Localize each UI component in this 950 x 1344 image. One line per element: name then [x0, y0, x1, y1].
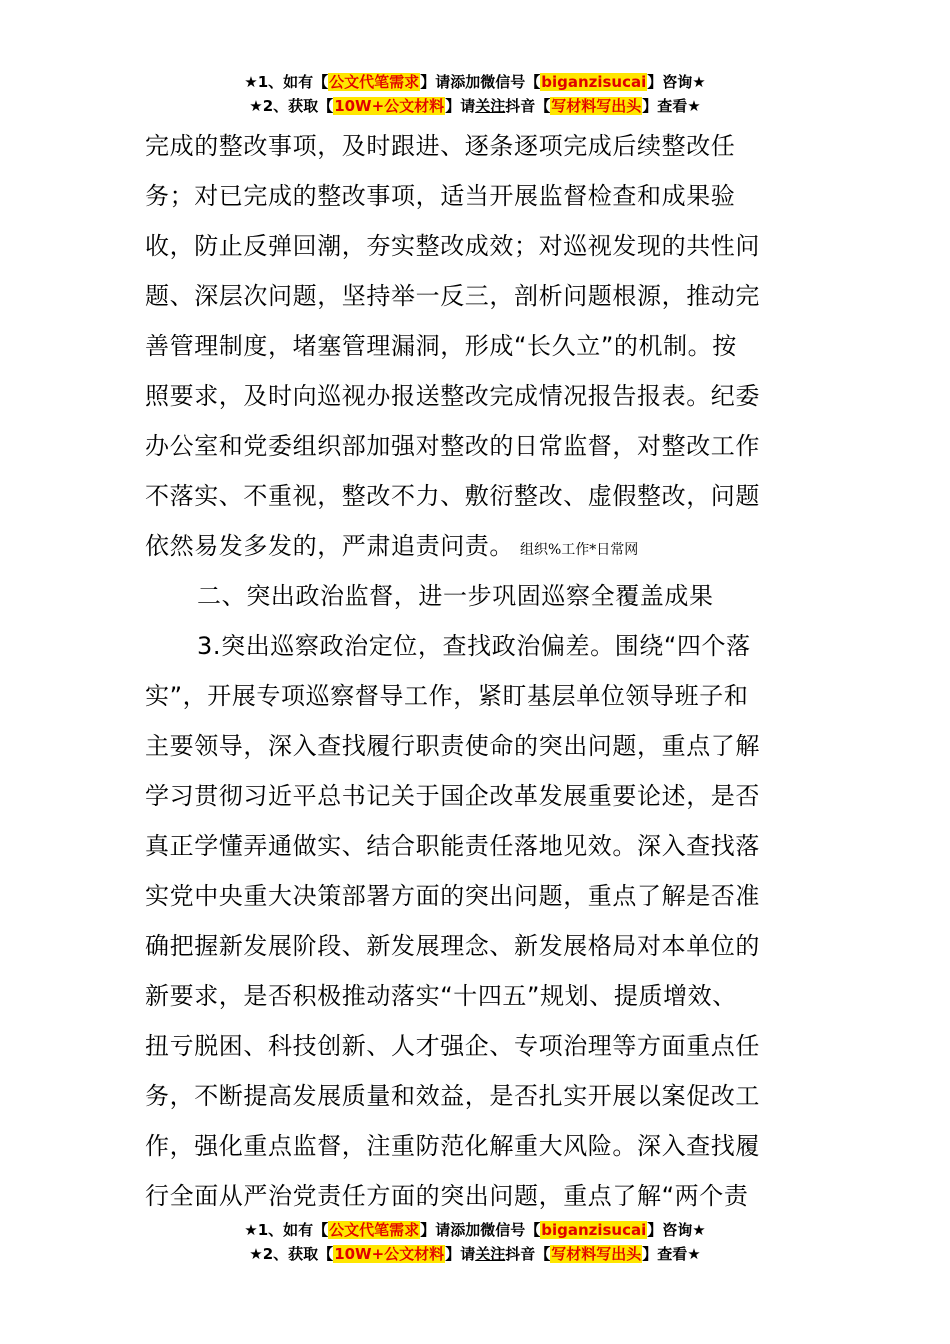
wechat-id-highlight: biganzisucai [541, 73, 647, 91]
banner-text: 】请添加微信号【 [420, 1221, 541, 1239]
paragraph-line: 扭亏脱困、科技创新、人才强企、专项治理等方面重点任 [145, 1032, 760, 1060]
banner-text: 】咨询★ [647, 1221, 706, 1239]
banner-highlight: 公文代笔需求 [329, 1221, 420, 1239]
paragraph-line: 3.突出巡察政治定位，查找政治偏差。围绕“四个落 [197, 632, 751, 660]
banner-text: 】请 [445, 97, 476, 115]
banner-text: ★2、获取【 [249, 97, 334, 115]
paragraph-line: 不落实、不重视，整改不力、敷衍整改、虚假整改，问题 [145, 482, 760, 510]
banner-highlight: 写材料写出头 [551, 97, 642, 115]
paragraph-line: 主要领导，深入查找履行职责使命的突出问题，重点了解 [145, 732, 760, 760]
paragraph-line: 真正学懂弄通做实、结合职能责任落地见效。深入查找落 [145, 832, 760, 860]
banner-highlight: 10W+公文材料 [334, 97, 445, 115]
bottom-banner [0, 1218, 950, 1266]
banner-text: 】咨询★ [647, 73, 706, 91]
section-heading: 二、突出政治监督，进一步巩固巡察全覆盖成果 [197, 582, 714, 610]
paragraph-line: 善管理制度，堵塞管理漏洞，形成“长久立”的机制。按 [145, 332, 737, 360]
paragraph-line: 行全面从严治党责任方面的突出问题，重点了解“两个责 [145, 1182, 749, 1210]
banner-text: 】请 [445, 1245, 476, 1263]
paragraph-text: 依然易发多发的，严肃追责问责。 [145, 532, 514, 560]
watermark-text: 组织%工作*日常网 [520, 542, 639, 558]
paragraph-line: 务；对已完成的整改事项，适当开展监督检查和成果验 [145, 182, 736, 210]
banner-underlined: 关注 [475, 97, 506, 115]
paragraph-line: 办公室和党委组织部加强对整改的日常监督，对整改工作 [145, 432, 760, 460]
banner-line-2 [0, 1242, 950, 1266]
banner-text: 抖音【 [505, 1245, 551, 1263]
paragraph-line: 作，强化重点监督，注重防范化解重大风险。深入查找履 [145, 1132, 760, 1160]
banner-text: 抖音【 [505, 97, 551, 115]
paragraph-line: 学习贯彻习近平总书记关于国企改革发展重要论述，是否 [145, 782, 760, 810]
banner-highlight: 10W+公文材料 [334, 1245, 445, 1263]
banner-text: 】查看★ [642, 97, 701, 115]
banner-text: ★2、获取【 [249, 1245, 334, 1263]
top-banner [0, 70, 950, 118]
banner-text: ★1、如有【 [244, 73, 329, 91]
paragraph-line: 收，防止反弹回潮，夯实整改成效；对巡视发现的共性问 [145, 232, 760, 260]
banner-highlight: 写材料写出头 [551, 1245, 642, 1263]
paragraph-line: 照要求，及时向巡视办报送整改完成情况报告报表。纪委 [145, 382, 760, 410]
paragraph-line: 完成的整改事项，及时跟进、逐条逐项完成后续整改任 [145, 132, 736, 160]
wechat-id-highlight: biganzisucai [541, 1221, 647, 1239]
paragraph-line: 实”，开展专项巡察督导工作，紧盯基层单位领导班子和 [145, 682, 749, 710]
banner-line-2 [0, 94, 950, 118]
banner-line-1 [0, 70, 950, 94]
document-body [145, 121, 810, 1221]
paragraph-line: 新要求，是否积极推动落实“十四五”规划、提质增效、 [145, 982, 737, 1010]
banner-underlined: 关注 [475, 1245, 506, 1263]
banner-line-1 [0, 1218, 950, 1242]
paragraph-line: 确把握新发展阶段、新发展理念、新发展格局对本单位的 [145, 932, 760, 960]
paragraph-line: 务，不断提高发展质量和效益，是否扎实开展以案促改工 [145, 1082, 760, 1110]
paragraph-line-last [145, 521, 810, 571]
paragraph-line: 实党中央重大决策部署方面的突出问题，重点了解是否准 [145, 882, 760, 910]
paragraph-line: 题、深层次问题，坚持举一反三，剖析问题根源，推动完 [145, 282, 760, 310]
banner-text: 】请添加微信号【 [420, 73, 541, 91]
banner-text: 】查看★ [642, 1245, 701, 1263]
banner-text: ★1、如有【 [244, 1221, 329, 1239]
banner-highlight: 公文代笔需求 [329, 73, 420, 91]
